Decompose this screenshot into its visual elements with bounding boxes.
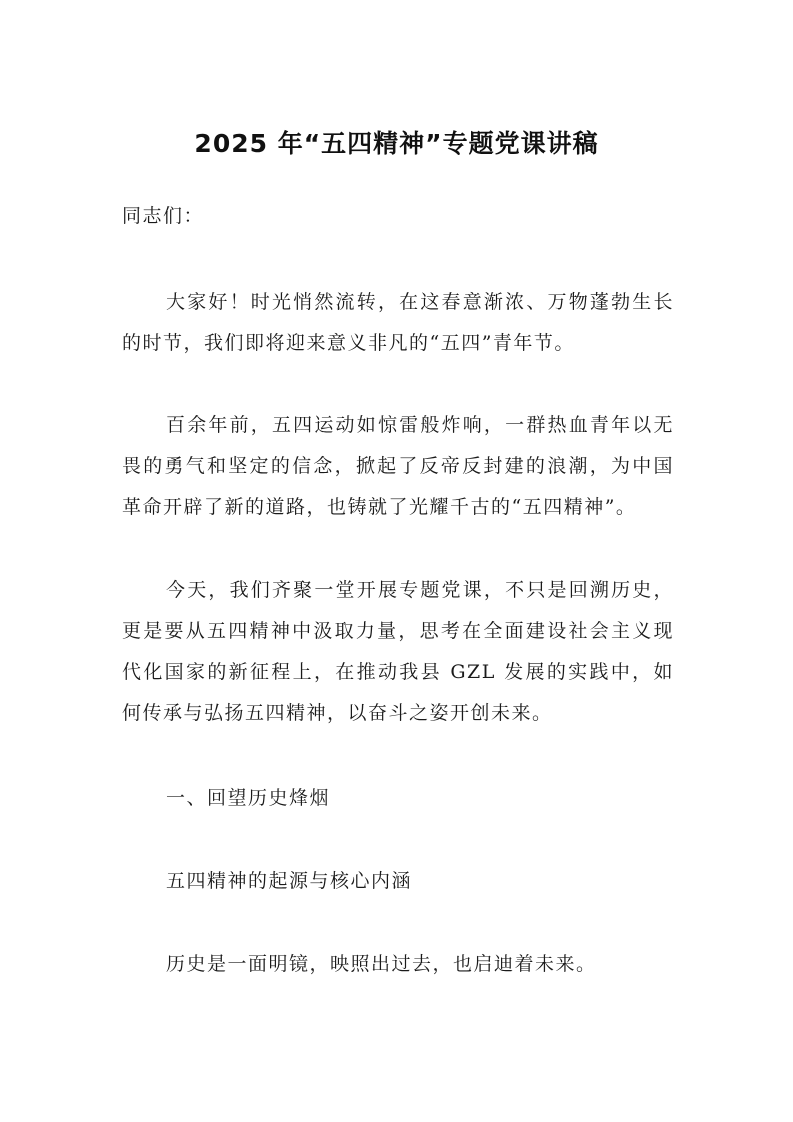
paragraph-purpose: 今天，我们齐聚一堂开展专题党课，不只是回溯历史，更是要从五四精神中汲取力量，思考在全面建设社会主义现代化国家的新征程上，在推动我县 GZL 发展的实践中，如何传承与弘扬五四精神，以奋斗之姿开创未来。 <box>122 579 674 724</box>
paragraph-mirror: 历史是一面明镜，映照出过去，也启迪着未来。 <box>166 953 597 975</box>
paragraph-greeting: 大家好！时光悄然流转，在这春意渐浓、万物蓬勃生长的时节，我们即将迎来意义非凡的“五四”青年节。 <box>122 291 674 354</box>
page-title: 2025 年“五四精神”专题党课讲稿 <box>194 129 599 158</box>
subsection-heading: 五四精神的起源与核心内涵 <box>166 870 413 892</box>
section-heading: 一、回望历史烽烟 <box>166 787 331 809</box>
salutation: 同志们： <box>122 205 205 227</box>
paragraph-history: 百余年前，五四运动如惊雷般炸响，一群热血青年以无畏的勇气和坚定的信念，掀起了反帝反封建的浪潮，为中国革命开辟了新的道路，也铸就了光耀千古的“五四精神”。 <box>122 414 674 518</box>
